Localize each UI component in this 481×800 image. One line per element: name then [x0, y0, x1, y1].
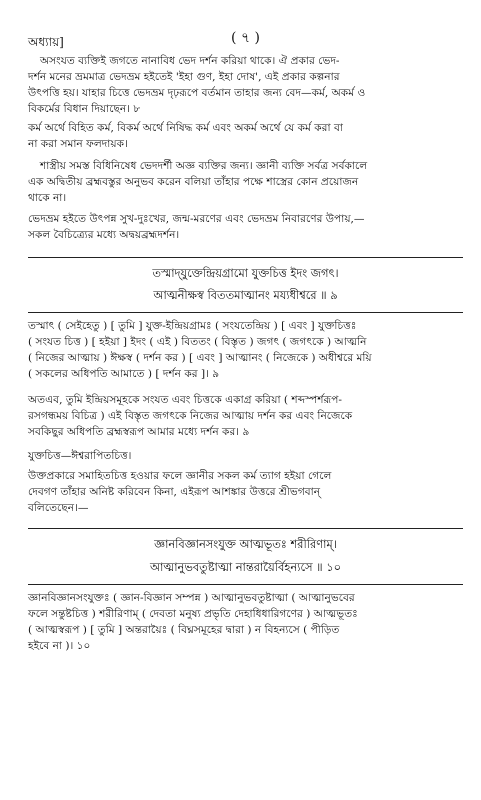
text-line: বিকর্মের বিধান দিয়াছেন। ৮: [28, 103, 141, 115]
paragraph-7: [28, 448, 463, 464]
text-line: রসগন্ধময় বিচিত্র ) এই বিস্তৃত জগৎকে নিজের আত্মায় দর্শন কর এবং নিজেকে: [28, 410, 353, 422]
paragraph-5: [28, 318, 463, 382]
text-line: ( সকলের অধিপতি আমাতে ) [ দর্শন কর ]। ৯: [28, 368, 220, 380]
text-line: সবকিছুর অধিপতি ব্রহ্মস্বরূপ আমার মধ্যে দর্শন কর। ৯: [28, 426, 250, 438]
divider: [28, 528, 463, 529]
text-line: কর্ম অর্থে বিহিত কর্ম, বিকর্ম অর্থে নিষিদ্ধ কর্ম এবং অকর্ম অর্থে যে কর্ম করা বা: [28, 122, 343, 134]
text-line: থাকে না।: [28, 192, 67, 204]
paragraph-3: [28, 158, 463, 206]
text-line: অতএব, তুমি ইন্দ্রিয়সমূহকে সংযত এবং চিত্তকে একাগ্র করিয়া ( শব্দস্পর্শরূপ-: [28, 394, 343, 406]
chapter-label: অধ্যায়]: [28, 35, 64, 49]
verse-line: তস্মাদ্‌যুক্তেন্দ্রিয়গ্রামো যুক্তচিত্ত ইদং জগৎ।: [152, 266, 339, 280]
text-line: ( আত্মস্বরূপ ) [ তুমি ] অন্তরায়ৈঃ ( বিঘ্নসমূহের দ্বারা ) ন বিহন্যসে ( পীড়িত: [28, 624, 340, 636]
text-line: ভেদভ্রম হইতে উৎপন্ন সুখ-দুঃখের, জন্ম-মরণের এবং ভেদভ্রম নিবারণের উপায়,—: [28, 213, 365, 225]
text-line: তস্মাৎ ( সেইহেতু ) [ তুমি ] যুক্ত-ইন্দ্রিয়গ্রামঃ ( সংযতেন্দ্রিয় ) [ এবং ] যুক্তচিত্তঃ: [28, 320, 357, 332]
paragraph-8: [28, 468, 463, 516]
paragraph-9: [28, 590, 463, 654]
divider: [28, 257, 463, 258]
divider: [28, 312, 463, 313]
text-line: হইবে না )। ১০: [28, 640, 91, 652]
text-line: না করা সমান ফলদায়ক।: [28, 138, 128, 150]
text-line: এক অদ্বিতীয় ব্রহ্মবস্তুর অনুভব করেন বলিয়া তাঁহার পক্ষে শাস্ত্রের কোন প্রয়োজন: [28, 176, 359, 188]
paragraph-2: [28, 120, 463, 152]
text-line: দেবগণ তাঁহার অনিষ্ট করিবেন কিনা, এইরূপ আশঙ্কার উত্তরে শ্রীভগবান্‌: [28, 486, 321, 498]
text-line: ( নিজের আত্মায় ) ঈক্ষস্ব ( দর্শন কর ) [ এবং ] আত্মানং ( নিজেকে ) অধীশ্বরে ময়ি: [28, 352, 372, 364]
text-line: শাস্ত্রীয় সমস্ত বিধিনিষেধ ভেদদর্শী অজ্ঞ ব্যক্তির জন্য। জ্ঞানী ব্যক্তি সর্বত্র সর্বকালে: [40, 160, 368, 172]
text-line: ( সংযত চিত্ত ) [ হইয়া ] ইদং ( এই ) বিততং ( বিস্তৃত ) জগৎ ( জগৎকে ) আত্মনি: [28, 336, 367, 348]
divider: [28, 584, 463, 585]
page-number: ( ৭ ): [231, 30, 260, 46]
verse-9: [28, 264, 463, 304]
text-line: জ্ঞানবিজ্ঞানসংযুক্তঃ ( জ্ঞান-বিজ্ঞান সম্পন্ন ) আত্মানুভবতুষ্টাত্মা ( আত্মানুভবের: [28, 592, 355, 604]
verse-line: আত্মনীক্ষস্ব বিততমাত্মানং ময্যধীশ্বরে ॥ ৯: [153, 288, 338, 302]
verse-line: জ্ঞানবিজ্ঞানসংযুক্ত আত্মভূতঃ শরীরিণাম্‌।: [154, 537, 337, 551]
text-line: দর্শন মনের ভ্রমমাত্র ভেদভ্রম হইতেই 'ইহা গুণ, ইহা দোষ', এই প্রকার কল্পনার: [28, 71, 340, 83]
text-line: ফলে সন্তুষ্টচিত্ত ) শরীরিণাম্‌ ( দেবতা মনুষ্য প্রভৃতি দেহাধিধারিগণের ) আত্মভূতঃ: [28, 608, 358, 620]
paragraph-1: [28, 53, 463, 117]
text-line: সকল বৈচিত্র্যের মধ্যে অদ্বয়ব্রহ্মদর্শন।: [28, 229, 180, 241]
text-line: অসংযত ব্যক্তিই জগতে নানাবিধ ভেদ দর্শন করিয়া থাকে। ঐ প্রকার ভেদ-: [40, 55, 340, 67]
text-line: উৎপত্তি হয়। যাহার চিত্তে ভেদভ্রম দৃঢ়রূপে বর্তমান তাহার জন্য বেদ—কর্ম, অকর্ম ও: [28, 87, 366, 99]
text-line: যুক্তচিত্ত—ঈশ্বরাপিতচিত্ত।: [28, 450, 132, 462]
text-line: উক্তপ্রকারে সমাহিতচিত্ত হওয়ার ফলে জ্ঞানীর সকল কর্ম ত্যাগ হইয়া গেলে: [28, 470, 332, 482]
verse-line: আত্মানুভবতুষ্টাত্মা নান্তরায়ৈর্বিহন্যসে ॥ ১০: [149, 560, 342, 574]
text-line: বলিতেছেন।—: [28, 502, 89, 514]
page-header: [28, 26, 463, 49]
paragraph-6: [28, 392, 463, 440]
paragraph-4: [28, 211, 463, 243]
verse-10: [28, 535, 463, 576]
